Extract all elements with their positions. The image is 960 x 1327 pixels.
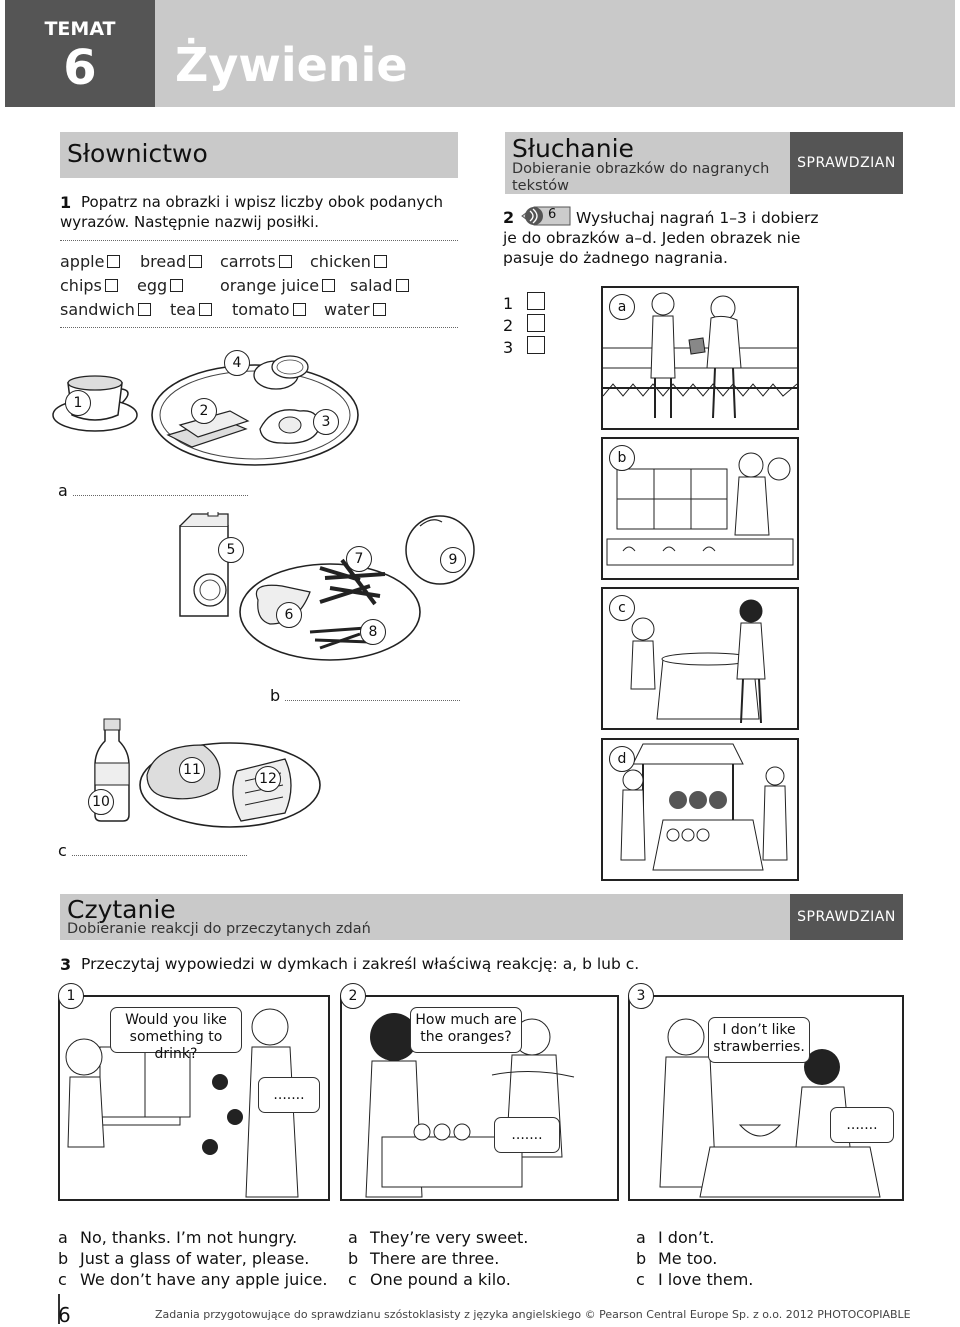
- exercise-2-number: 2: [503, 208, 515, 227]
- options-panel-2: [348, 1227, 618, 1290]
- answer-box[interactable]: [107, 255, 120, 268]
- listening-item-3: 3: [503, 338, 514, 357]
- option-3b[interactable]: b Me too.: [636, 1249, 718, 1268]
- reply-bubble[interactable]: .......: [830, 1107, 894, 1143]
- speech-bubble: Would you like something to drink?: [110, 1007, 242, 1053]
- meal-answer-a: a: [58, 480, 248, 501]
- option-2a[interactable]: a They’re very sweet.: [348, 1228, 529, 1247]
- option-1a[interactable]: a No, thanks. I’m not hungry.: [58, 1228, 298, 1247]
- picture-number-2: 2: [191, 398, 217, 424]
- picture-number-8: 8: [360, 619, 386, 645]
- answer-line[interactable]: [72, 843, 247, 856]
- word-sandwich: sandwich: [60, 300, 151, 319]
- picture-number-3: 3: [313, 409, 339, 435]
- exercise-2-instruction: Wysłuchaj nagrań 1–3 i dobierz je do obrazków a–d. Jeden obrazek nie pasuje do żadnego nagrania.: [503, 209, 819, 267]
- reading-section-bar: [60, 894, 790, 940]
- answer-box[interactable]: [170, 279, 183, 292]
- answer-box[interactable]: [199, 303, 212, 316]
- listening-answer-box-2[interactable]: [527, 314, 545, 332]
- reply-bubble[interactable]: .......: [258, 1077, 320, 1113]
- test-badge: SPRAWDZIAN: [790, 132, 903, 194]
- answer-line[interactable]: [285, 688, 460, 701]
- picture-number-7: 7: [346, 546, 372, 572]
- picture-number-1: 1: [65, 390, 91, 416]
- test-badge: SPRAWDZIAN: [790, 894, 903, 940]
- options-panel-1: [58, 1227, 338, 1290]
- meal-answer-b: b: [270, 685, 460, 706]
- option-3a[interactable]: a I don’t.: [636, 1228, 715, 1247]
- lunch-illustration: [170, 512, 490, 667]
- topic-number: 6: [63, 40, 97, 96]
- picture-number-12: 12: [255, 766, 281, 792]
- answer-box[interactable]: [279, 255, 292, 268]
- word-egg: egg: [137, 276, 183, 295]
- answer-box[interactable]: [374, 255, 387, 268]
- reply-bubble[interactable]: .......: [494, 1117, 560, 1153]
- listening-picture-c[interactable]: [601, 587, 799, 730]
- panel-number-2: 2: [340, 983, 366, 1009]
- title-bar: [155, 0, 955, 107]
- picture-number-11: 11: [179, 757, 205, 783]
- topic-header-box: [5, 0, 155, 107]
- answer-box[interactable]: [396, 279, 409, 292]
- answer-box[interactable]: [322, 279, 335, 292]
- answer-box[interactable]: [105, 279, 118, 292]
- picture-number-5: 5: [218, 537, 244, 563]
- option-2b[interactable]: b There are three.: [348, 1249, 500, 1268]
- divider: [60, 327, 458, 328]
- exercise-1-number: 1: [60, 193, 72, 212]
- picture-number-9: 9: [440, 547, 466, 573]
- listening-item-1: 1: [503, 294, 514, 313]
- panel-number-3: 3: [628, 983, 654, 1009]
- listening-section-title: Słuchanie: [512, 134, 634, 163]
- speech-bubble: How much are the oranges?: [410, 1007, 522, 1053]
- reading-panel-2: [340, 988, 619, 1201]
- picture-label-b: b: [609, 445, 635, 471]
- divider: [60, 240, 458, 241]
- word-salad: salad: [350, 276, 409, 295]
- page-title: Żywienie: [175, 38, 408, 92]
- picture-number-6: 6: [276, 602, 302, 628]
- listening-subtitle: Dobieranie obrazków do nagranych tekstów: [512, 161, 770, 194]
- word-tea: tea: [170, 300, 212, 319]
- exercise-1-instruction: Popatrz na obrazki i wpisz liczby obok podanych wyrazów. Następnie nazwij posiłki.: [60, 193, 443, 231]
- word-apple: apple: [60, 252, 120, 271]
- reading-subtitle: Dobieranie reakcji do przeczytanych zdań: [67, 921, 371, 937]
- option-1b[interactable]: b Just a glass of water, please.: [58, 1249, 310, 1268]
- picture-label-c: c: [609, 595, 635, 621]
- dinner-illustration: [85, 715, 325, 830]
- topic-label: TEMAT: [44, 18, 116, 40]
- panel-number-1: 1: [58, 983, 84, 1009]
- page-number: 6: [58, 1303, 71, 1327]
- listening-answer-box-1[interactable]: [527, 292, 545, 310]
- listening-picture-a[interactable]: [601, 286, 799, 430]
- answer-box[interactable]: [373, 303, 386, 316]
- listening-picture-d[interactable]: [601, 738, 799, 881]
- answer-line[interactable]: [73, 483, 248, 496]
- footer-copyright: Zadania przygotowujące do sprawdzianu szóstoklasisty z języka angielskiego © Pearson Central Europe Sp. z o.o. 2012 PHOTOCOPIABLE: [155, 1308, 911, 1321]
- picture-label-a: a: [609, 294, 635, 320]
- reading-section-title: Czytanie: [67, 895, 176, 924]
- word-bread: bread: [140, 252, 202, 271]
- listening-section-bar: [505, 132, 790, 194]
- option-3c[interactable]: c I love them.: [636, 1270, 754, 1289]
- listening-item-2: 2: [503, 316, 514, 335]
- option-2c[interactable]: c One pound a kilo.: [348, 1270, 511, 1289]
- answer-box[interactable]: [293, 303, 306, 316]
- exercise-3-instruction: Przeczytaj wypowiedzi w dymkach i zakreśl właściwą reakcję: a, b lub c.: [81, 955, 640, 973]
- word-carrots: carrots: [220, 252, 292, 271]
- reading-panel-1: [58, 988, 330, 1201]
- word-chicken: chicken: [310, 252, 387, 271]
- picture-label-d: d: [609, 746, 635, 772]
- picture-number-10: 10: [88, 789, 114, 815]
- exercise-3-number: 3: [60, 955, 72, 974]
- listening-answer-box-3[interactable]: [527, 336, 545, 354]
- options-panel-3: [636, 1227, 896, 1290]
- option-1c[interactable]: c We don’t have any apple juice.: [58, 1270, 328, 1289]
- word-water: water: [324, 300, 386, 319]
- word-chips: chips: [60, 276, 118, 295]
- vocab-section-bar: [60, 132, 458, 178]
- reading-panel-3: [628, 988, 904, 1201]
- answer-box[interactable]: [189, 255, 202, 268]
- picture-number-4: 4: [224, 350, 250, 376]
- listening-picture-b[interactable]: [601, 437, 799, 580]
- track-number: 6: [548, 207, 557, 222]
- speech-bubble: I don’t like strawberries.: [708, 1017, 810, 1063]
- meal-answer-c: c: [58, 840, 247, 861]
- word-tomato: tomato: [232, 300, 306, 319]
- answer-box[interactable]: [138, 303, 151, 316]
- word-orange-juice: orange juice: [220, 276, 335, 295]
- vocab-section-title: Słownictwo: [67, 139, 208, 168]
- vocab-word-bank: [60, 252, 460, 327]
